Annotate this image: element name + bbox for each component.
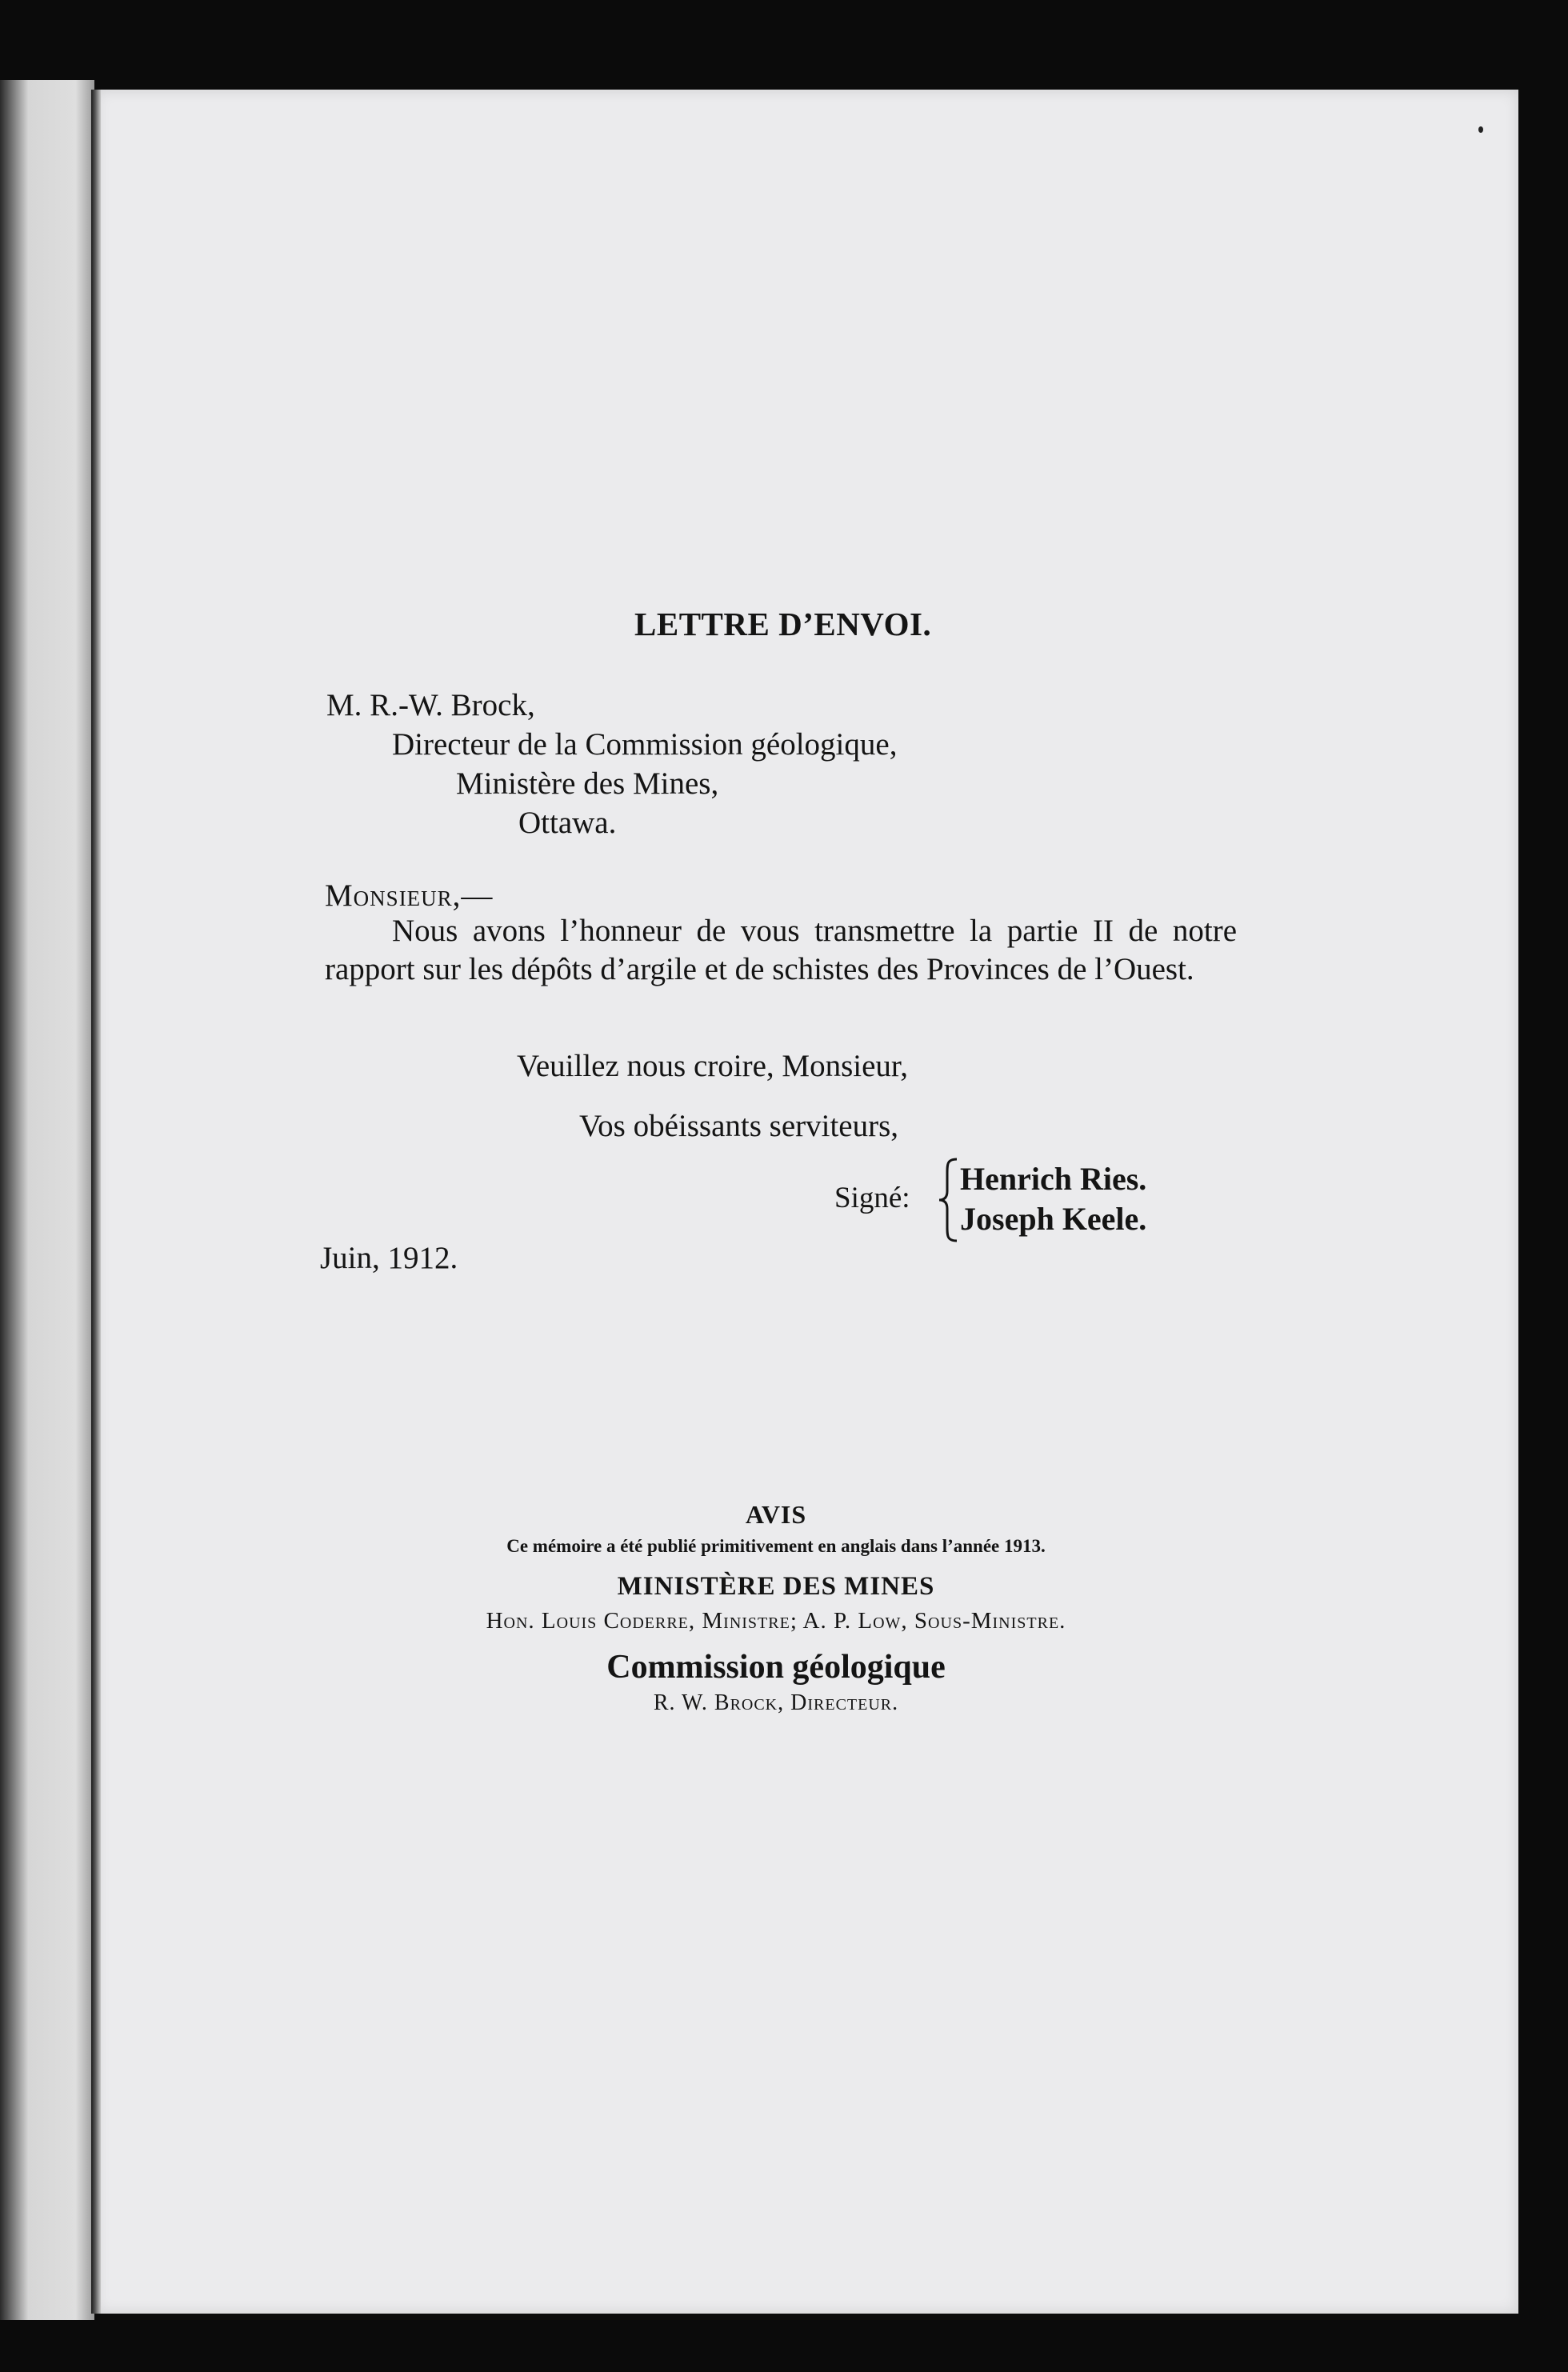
letter-title: LETTRE D’ENVOI. [634,606,932,642]
notice-note: Ce mémoire a été publié primitivement en anglais dans l’année 1913. [506,1536,1046,1556]
addressee-name: M. R.-W. Brock, [326,688,535,722]
addressee-city: Ottawa. [518,806,617,840]
signatory-1: Henrich Ries. [960,1161,1147,1197]
page-gutter [91,90,101,2314]
ministry-name: MINISTÈRE DES MINES [617,1572,935,1601]
speck [1478,126,1483,133]
paper-page [96,90,1518,2314]
commission-name: Commission géologique [606,1649,946,1686]
addressee-title: Directeur de la Commission géologique, [392,727,898,762]
notice-heading: AVIS [745,1500,807,1529]
letter-date: Juin, 1912. [320,1241,458,1275]
salutation: Monsieur,— [325,878,494,913]
signature-label: Signé: [834,1182,910,1214]
facing-page-edge [0,80,94,2320]
brace-icon [936,1156,960,1244]
ministers-line: Hon. Louis Coderre, Ministre; A. P. Low, Sous-Ministre. [486,1608,1066,1634]
signatory-2: Joseph Keele. [960,1201,1147,1237]
closing-line-1: Veuillez nous croire, Monsieur, [517,1049,909,1083]
director-line: R. W. Brock, Directeur. [653,1690,899,1715]
addressee-ministry: Ministère des Mines, [456,766,719,801]
closing-line-2: Vos obéissants serviteurs, [579,1109,899,1143]
letter-body: Nous avons l’honneur de vous transmettre la partie II de notre rapport sur les dépôts d’argile et de schistes des Provinces de l’Ouest. [325,914,1237,986]
